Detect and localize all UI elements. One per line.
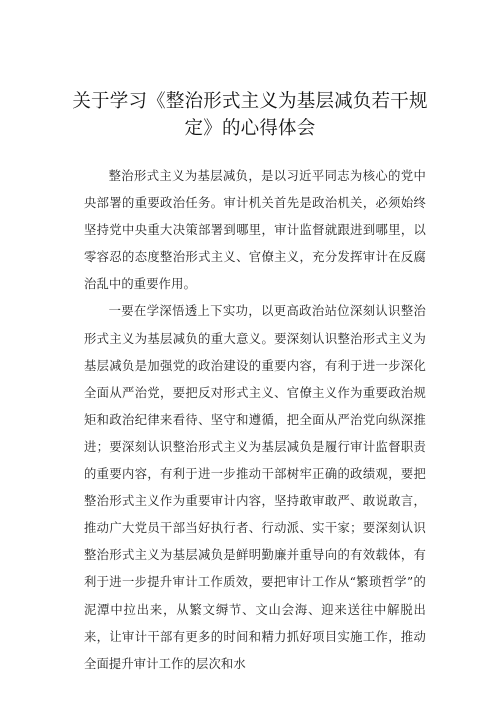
paragraph-2: 一要在学深悟透上下实功，以更高政治站位深刻认识整治形式主义为基层减负的重大意义。要深刻认识整治形式主义为基层减负是加强党的政治建设的重要内容，有利于进一步深化全面从严治党，要把反对形式主义、官僚主义作为重要政治规矩和政治纪律来看待、坚守和遵循，把全面从严治党向纵深推进；要深刻认识整治形式主义为基层减负是履行审计监督职责的重要内容，有利于进一步推动干部树牢正确的政绩观，要把整治形式主义作为重要审计内容，坚持敢审敢严、敢说敢言，推动广大党员干部当好执行者、行动派、实干家；要深刻认识整治形式主义为基层减负是鲜明勤廉并重导向的有效载体，有利于进一步提升审计工作质效，要把审计工作从“繁琐哲学”的泥潭中拉出来，从繁文缛节、文山会海、迎来送往中解脱出来，让审计干部有更多的时间和精力抓好项目实施工作，推动全面提升审计工作的层次和水 [84,304,426,671]
document-title: 关于学习《整治形式主义为基层减负若干规定》的心得体会 [72,91,428,139]
document-body [84,163,426,678]
paragraph-1: 整治形式主义为基层减负，是以习近平同志为核心的党中央部署的重要政治任务。审计机关首先是政治机关，必须始终坚持党中央重大决策部署到哪里，审计监督就跟进到哪里，以零容忍的态度整治形式主义、官僚主义，充分发挥审计在反腐治乱中的重要作用。 [84,169,426,292]
